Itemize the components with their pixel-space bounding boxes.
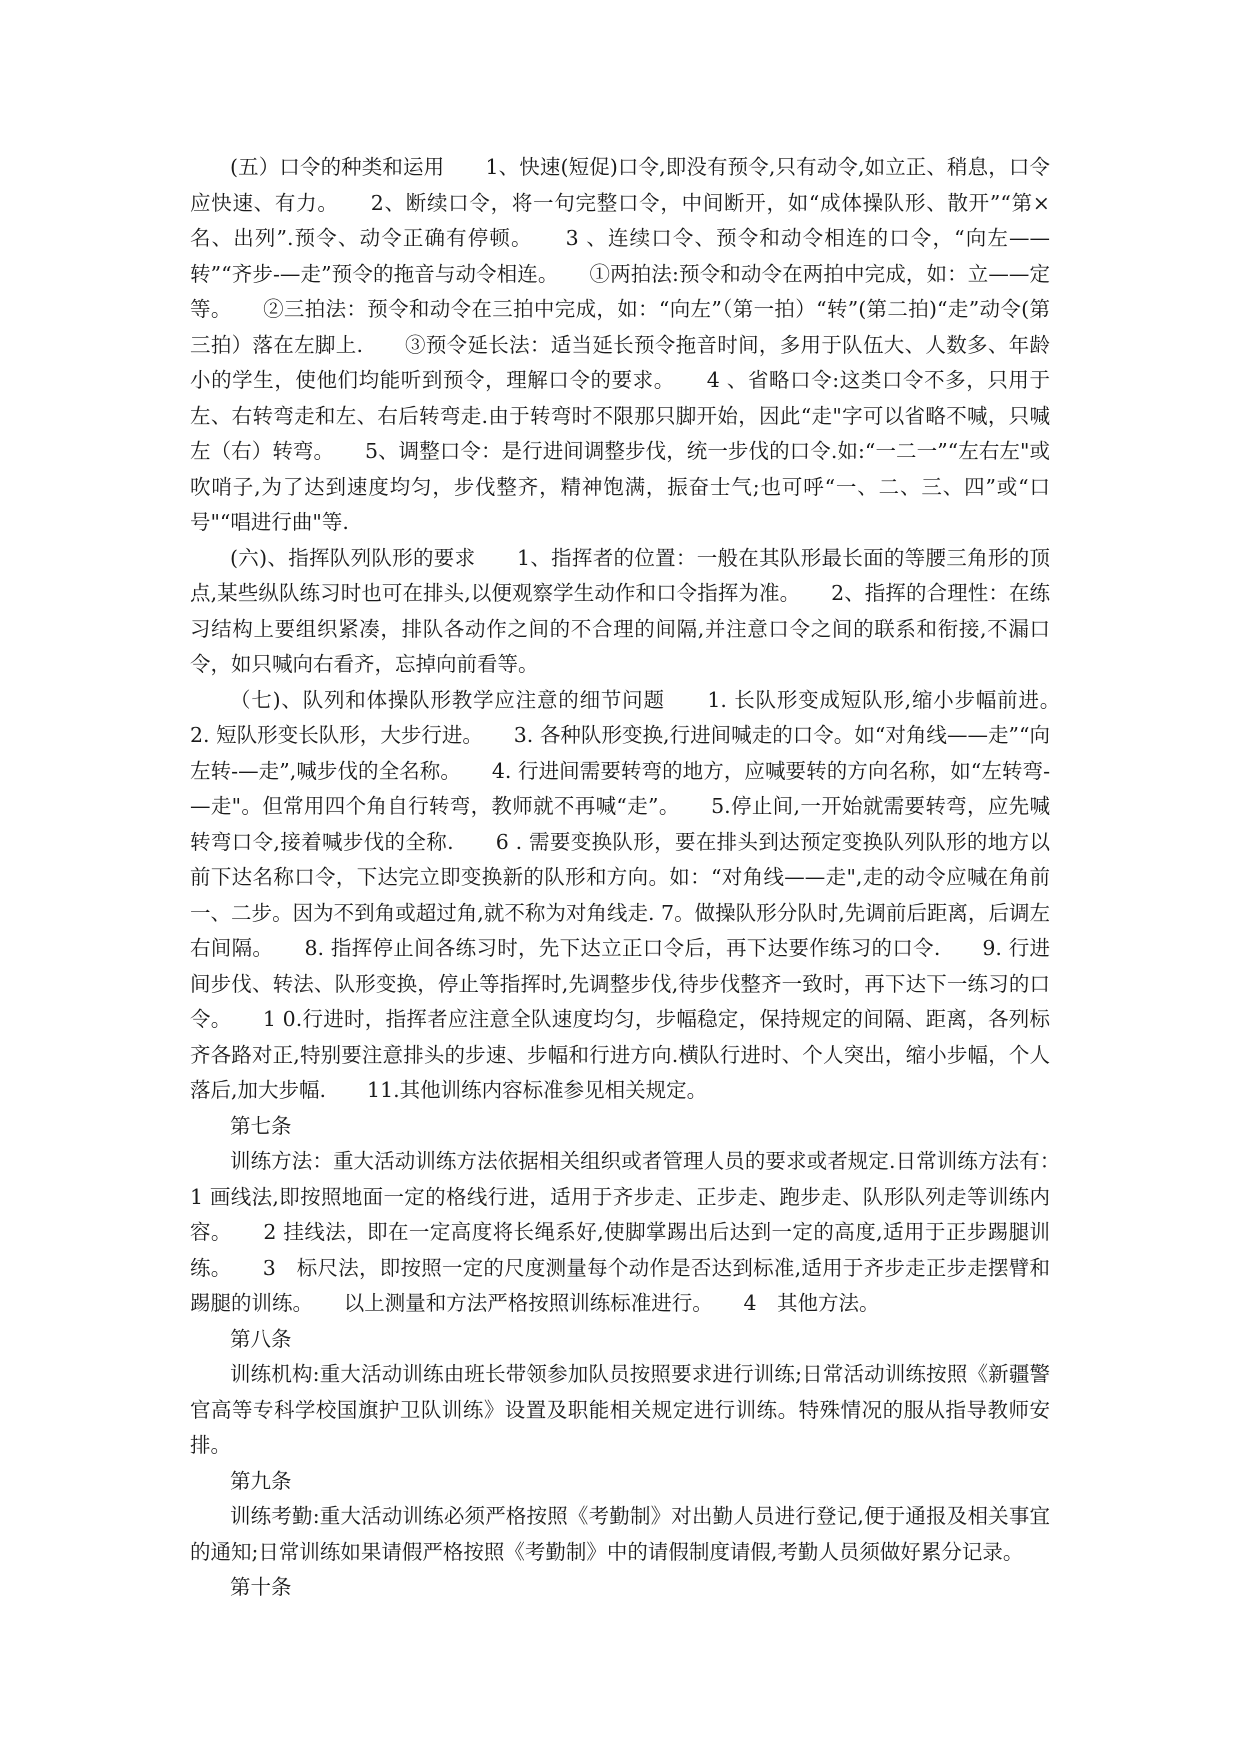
article-10-heading: 第十条 [230, 1575, 292, 1599]
document-page [190, 150, 1091, 1606]
article-7-paragraph: 训练方法：重大活动训练方法依据相关组织或者管理人员的要求或者规定.日常训练方法有： 1 画线法,即按照地面一定的格线行进，适用于齐步走、正步走、跑步走、队形队列走等训练内容。 2 挂线法，即在一定高度将长绳系好,使脚掌踢出后达到一定的高度,适用于正步踢腿训练。 3 标尺法，即按照一定的尺度测量每个动作是否达到标准,适用于齐步走正步走摆臂和踢腿的训练。 以上测量和方法严格按照训练标准进行。 4 其他方法。 [190, 1149, 1091, 1315]
article-9-heading: 第九条 [230, 1468, 292, 1493]
article-8-paragraph: 训练机构:重大活动训练由班长带领参加队员按照要求进行训练;日常活动训练按照《新疆警官高等专科学校国旗护卫队训练》设置及职能相关规定进行训练。特殊情况的服从指导教师安排。 [190, 1362, 1050, 1457]
section-5-paragraph: (五）口令的种类和运用 1、快速(短促)口令,即没有预令,只有动令,如立正、稍息，口令应快速、有力。 2、断续口令，将一句完整口令，中间断开，如“成体操队形、散开”“第×名、出列”.预令、动令正确有停顿。 3 、连续口令、预令和动令相连的口令，“向左——转”“齐步-—走”预令的拖音与动令相连。 ①两拍法:预令和动令在两拍中完成，如：立——定等。 ②三拍法：预令和动令在三拍中完成，如：“向左”（第一拍）“转”(第二拍)“走”动令(第三拍）落在左脚上. ③预令延长法：适当延长预令拖音时间，多用于队伍大、人数多、年龄小的学生，使他们均能听到预令，理解口令的要求。 4 、省略口令:这类口令不多，只用于左、右转弯走和左、右后转弯走.由于转弯时不限那只脚开始，因此“走"字可以省略不喊，只喊左（右）转弯。 5、调整口令：是行进间调整步伐，统一步伐的口令.如:“一二一”“左右左"或吹哨子,为了达到速度均匀，步伐整齐，精神饱满，振奋士气;也可呼“一、二、三、四”或“口号"“唱进行曲"等. [190, 155, 1050, 534]
section-6-paragraph: (六)、指挥队列队形的要求 1、指挥者的位置：一般在其队形最长面的等腰三角形的顶点,某些纵队练习时也可在排头,以便观察学生动作和口令指挥为准。 2、指挥的合理性：在练习结构上要组织紧凑，排队各动作之间的不合理的间隔,并注意口令之间的联系和衔接,不漏口令，如只喊向右看齐，忘掉向前看等。 [190, 545, 1050, 676]
section-7-paragraph: （七)、队列和体操队形教学应注意的细节问题 1. 长队形变成短队形,缩小步幅前进。 2. 短队形变长队形，大步行进。 3. 各种队形变换,行进间喊走的口令。如“对角线——走”“向左转-—走”,喊步伐的全名称。 4. 行进间需要转弯的地方，应喊要转的方向名称，如“左转弯-—走"。但常用四个角自行转弯，教师就不再喊“走”。 5.停止间,一开始就需要转弯，应先喊转弯口令,接着喊步伐的全称. 6 . 需要变换队形，要在排头到达预定变换队列队形的地方以前下达名称口令，下达完立即变换新的队形和方向。如：“对角线——走",走的动令应喊在角前一、二步。因为不到角或超过角,就不称为对角线走. 7。做操队形分队时,先调前后距离，后调左右间隔。 8. 指挥停止间各练习时，先下达立正口令后，再下达要作练习的口令. 9. 行进间步伐、转法、队形变换，停止等指挥时,先调整步伐,待步伐整齐一致时，再下达下一练习的口令。 1 0.行进时，指挥者应注意全队速度均匀，步幅稳定，保持规定的间隔、距离，各列标齐各路对正,特别要注意排头的步速、步幅和行进方向.横队行进时、个人突出，缩小步幅，个人落后,加大步幅. 11.其他训练内容标准参见相关规定。 [190, 687, 1091, 1102]
article-8-heading: 第八条 [230, 1326, 292, 1351]
article-9-paragraph: 训练考勤:重大活动训练必须严格按照《考勤制》对出勤人员进行登记,便于通报及相关事宜的通知;日常训练如果请假严格按照《考勤制》中的请假制度请假,考勤人员须做好累分记录。 [190, 1504, 1050, 1564]
article-7-heading: 第七条 [230, 1113, 292, 1138]
